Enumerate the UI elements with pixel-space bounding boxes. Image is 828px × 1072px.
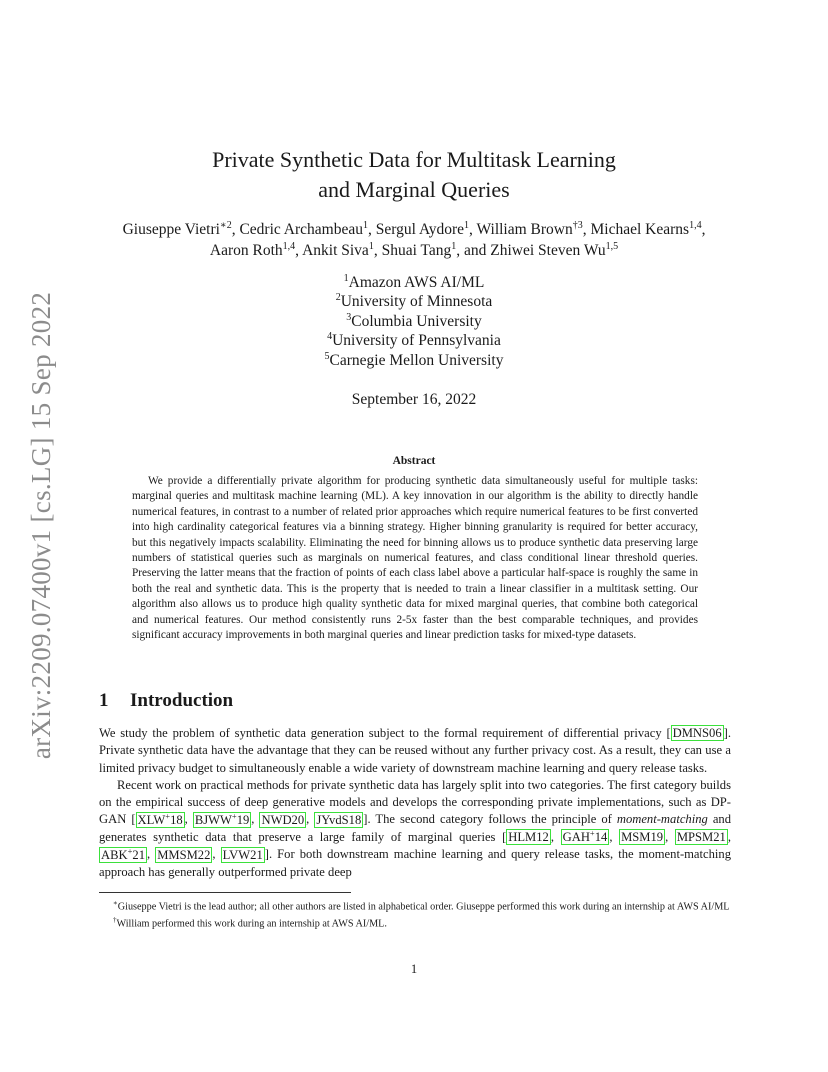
emphasis-text: moment-matching — [616, 812, 708, 827]
footnote — [99, 897, 731, 914]
body-text — [99, 725, 731, 881]
citation-link[interactable]: MSM19 — [621, 830, 664, 845]
author — [376, 221, 477, 238]
author-separator: , — [295, 242, 303, 259]
author-separator: , — [367, 221, 376, 238]
citation-link[interactable]: XLW+18 — [137, 810, 183, 827]
citation-link[interactable]: LVW21 — [222, 847, 263, 862]
affiliation — [214, 351, 614, 370]
affiliation-mark: 3 — [346, 311, 352, 323]
affiliation-mark: 4 — [327, 331, 333, 343]
author-separator: , — [231, 221, 240, 238]
author-affiliation-mark: ∗2 — [219, 219, 232, 231]
abstract-heading: Abstract — [392, 455, 436, 467]
author — [302, 242, 382, 259]
author-name: Sergul Aydore — [375, 221, 465, 238]
author-affiliation-mark: 1 — [362, 219, 368, 231]
citation-link[interactable]: MMSM22 — [157, 847, 211, 862]
footnote-mark: ∗ — [113, 899, 118, 907]
author-separator: , and — [456, 242, 491, 259]
affiliation-name: Amazon AWS AI/ML — [348, 274, 485, 291]
paragraph-text: . For both downstream machine learning and query release tasks, the moment-matching approach has generally outperformed private deep — [99, 847, 732, 879]
affiliation-name: Carnegie Mellon University — [329, 351, 504, 369]
paragraph-text: . The second category follows the principle of — [367, 812, 617, 827]
author-affiliation-mark: 1 — [368, 240, 374, 252]
author-affiliation-mark: 1,5 — [605, 240, 619, 252]
author — [591, 221, 706, 238]
author-separator: , — [582, 221, 591, 238]
footnote — [99, 914, 731, 931]
author-affiliation-mark: 1 — [464, 219, 470, 231]
author-name: Shuai Tang — [381, 242, 452, 259]
author-affiliation-mark: †3 — [572, 219, 583, 231]
author-name: Zhiwei Steven Wu — [490, 242, 606, 259]
abstract-text: We provide a differentially private algorithm for producing synthetic data simultaneously useful for multiple tasks: marginal queries and multitask machine learning (ML). A key innovation in our algorithm is the ability to directly handle numerical features, in contrast to a number of related prior approaches which require numerical features to be first converted into high cardinality categorical features via a binning strategy. Higher binning granularity is required for better accuracy, but this negatively impacts scalability. Eliminating the need for binning allows us to produce synthetic data preserving large numbers of statistical queries such as marginals on numerical features, and class conditional linear threshold queries. Preserving the latter means that the fraction of points of each class label above a particular half-space is roughly the same in both the real and synthetic data. This is the property that is needed to train a linear classifier in a multitask setting. Our algorithm also allows us to produce high quality synthetic data for mixed marginal queries, that combine both categorical and numerical features. Our method consistently runs 2-5x faster than the best comparable techniques, and provides significant accuracy improvements in both marginal queries and linear prediction tasks for mixed-type datasets. — [132, 475, 698, 642]
affiliation-name: University of Pennsylvania — [332, 332, 501, 350]
author-name: Cedric Archambeau — [239, 221, 363, 238]
paragraph: Recent work on practical methods for private synthetic data has largely split into two categories. The first category builds on the empirical success of deep generative models and develops the corresponding private implementations, such as DP-GAN [ XLW+18 , BJWW+19 , NWD20 , JYvdS18 ]. The second category follows the principle of moment-matching and generates synthetic data that preserve a large family of marginal queries [ HLM12 , GAH+14 , MSM19 , MPSM21 , ABK+21 , MMSM22 , LVW21 ]. For both downstream machine learning and query release tasks, the moment-matching approach has generally outperformed private deep — [99, 777, 732, 879]
author-separator: , — [373, 242, 382, 259]
author-name: Michael Kearns — [590, 221, 690, 238]
paragraph: We study the problem of synthetic data generation subject to the formal requirement of differential privacy [ DMNS06 ]. Private synthetic data have the advantage that they can be reused without any further privacy cost. As a result, they can use a limited privacy budget to simultaneously enable a wide variety of downstream machine learning and query release tasks. — [99, 726, 731, 775]
paragraph-text: Recent work on practical methods for private synthetic data has largely split into two categories. The first category builds on the empirical success of deep generative models and develops the corresponding private implementations, such as DP-GAN — [99, 777, 731, 827]
footnote-text: William performed this work during an internship at AWS AI/ML. — [116, 918, 387, 930]
author — [239, 221, 375, 238]
author-separator: , — [469, 221, 477, 238]
affiliation — [214, 331, 614, 350]
arxiv-id-text: arXiv:2209.07400v1 [cs.LG] 15 Sep 2022 — [26, 291, 57, 759]
author — [490, 242, 618, 259]
citation-link[interactable]: GAH+14 — [562, 827, 608, 845]
paragraph-text: . Private synthetic data have the advantage that they can be reused without any further privacy cost. As a result, they can use a limited privacy budget to simultaneously enable a wide variety of downstream machine learning and query release tasks. — [99, 726, 731, 775]
citation-link[interactable]: ABK+21 — [101, 845, 145, 862]
footnote-divider — [99, 892, 351, 893]
affiliation-mark: 2 — [335, 292, 341, 304]
affiliation-name: Columbia University — [351, 312, 482, 330]
footnote-mark: † — [113, 915, 117, 924]
paragraph-text: We study the problem of synthetic data generation subject to the formal requirement of differential privacy — [99, 726, 667, 740]
title-line-1: Private Synthetic Data for Multitask Learning — [212, 147, 616, 172]
title-line-2: and Marginal Queries — [318, 177, 510, 202]
arxiv-identifier-stamp — [14, 290, 70, 760]
author-affiliation-mark: 1,4 — [689, 219, 702, 231]
affiliation-list — [214, 273, 614, 370]
page-number: 1 — [410, 962, 418, 976]
affiliation-mark: 1 — [343, 272, 349, 284]
author-list — [110, 219, 718, 261]
section-heading — [99, 690, 729, 712]
author-affiliation-mark: 1,4 — [282, 240, 296, 252]
footnotes — [99, 897, 731, 931]
paper-title — [100, 145, 728, 205]
author — [477, 221, 591, 238]
affiliation-name: University of Minnesota — [340, 293, 493, 311]
author-name: Aaron Roth — [209, 242, 283, 259]
citation-link[interactable]: JYvdS18 — [316, 812, 362, 827]
section-title: Introduction — [130, 690, 234, 711]
affiliation-mark: 5 — [324, 350, 330, 362]
author-name: Ankit Siva — [302, 242, 369, 259]
author-affiliation-mark: 1 — [451, 240, 457, 252]
section-number: 1 — [99, 690, 109, 711]
affiliation — [214, 292, 614, 311]
publication-date: September 16, 2022 — [351, 391, 477, 408]
citation-link[interactable]: DMNS06 — [672, 726, 722, 740]
author — [382, 242, 491, 259]
citation-link[interactable]: HLM12 — [508, 830, 549, 845]
author-separator: , — [701, 221, 706, 238]
citation-link[interactable]: BJWW+19 — [194, 810, 250, 827]
paragraph-text: and generates synthetic data that preserve a large family of marginal queries — [99, 812, 732, 845]
author-name: Giuseppe Vietri — [122, 221, 220, 238]
author-name: William Brown — [476, 221, 573, 238]
citation-link[interactable]: NWD20 — [261, 812, 305, 827]
affiliation — [214, 312, 614, 331]
author — [123, 221, 240, 238]
author — [210, 242, 302, 259]
affiliation — [214, 273, 614, 292]
footnote-text: Giuseppe Vietri is the lead author; all other authors are listed in alphabetical order. Giuseppe performed this work during an internship at AWS AI/ML — [117, 901, 730, 913]
citation-link[interactable]: MPSM21 — [676, 830, 726, 845]
